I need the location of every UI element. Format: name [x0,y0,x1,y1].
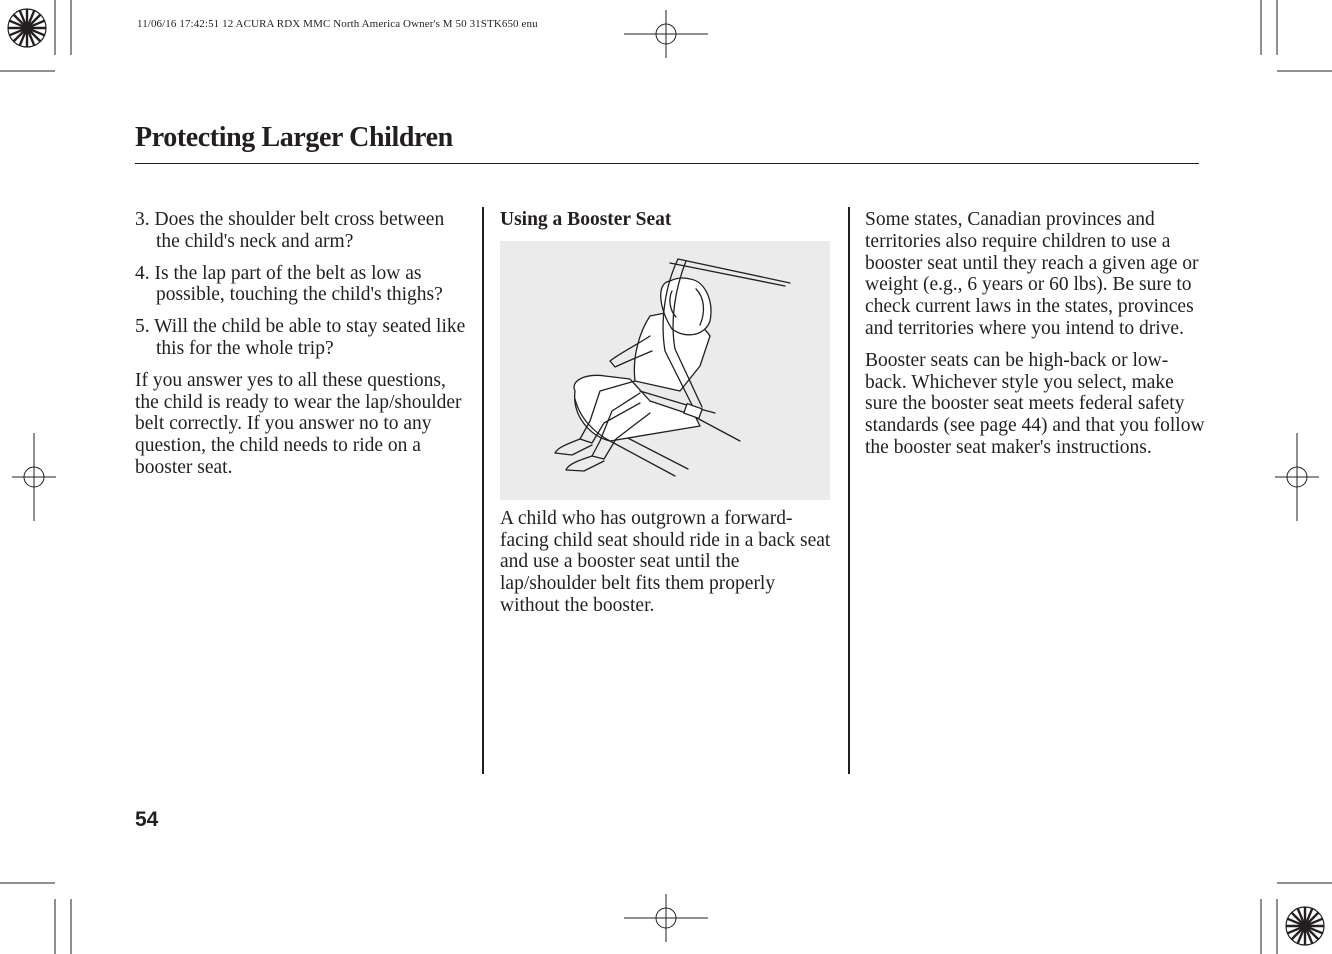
question-item: 4. Is the lap part of the belt as low as possible, touching the child's thighs? [135,262,443,306]
print-metadata: 11/06/16 17:42:51 12 ACURA RDX MMC North America Owner's M 50 31STK650 enu [137,18,538,30]
page-title: Protecting Larger Children [135,122,453,153]
section-heading: Using a Booster Seat [500,209,672,230]
page-number: 54 [135,808,159,831]
question-item: 5. Will the child be able to stay seated like this for the whole trip? [135,316,466,359]
booster-seat-paragraph: A child who has outgrown a forward-facing child seat should ride in a back seat and use a booster seat until the lap/shoulder belt fits them properly without the booster. [500,507,831,616]
laws-paragraph: Some states, Canadian provinces and territories also require children to use a booster seat until they reach a given age or weight (e.g., 6 years or 60 lbs). Be sure to check current laws in the states, provinces and territories where you intend to drive. [865,209,1199,339]
registration-crosshair-icon [12,433,56,521]
sunburst-target-icon [1286,907,1324,945]
sunburst-target-icon [8,9,46,47]
question-item: 3. Does the shoulder belt cross between the child's neck and arm? [135,209,445,252]
registration-crosshair-icon [624,894,708,942]
registration-crosshair-icon [624,10,708,58]
registration-crosshair-icon [1275,433,1319,521]
conclusion-paragraph: If you answer yes to all these questions, the child is ready to wear the lap/shoulder belt correctly. If you answer no to any question, the child needs to ride on a booster seat. [135,369,462,478]
booster-types-paragraph: Booster seats can be high-back or low-back. Whichever style you select, make sure the booster seat meets federal safety standards (see page 44) and that you follow the booster seat maker's instructions. [865,349,1205,458]
